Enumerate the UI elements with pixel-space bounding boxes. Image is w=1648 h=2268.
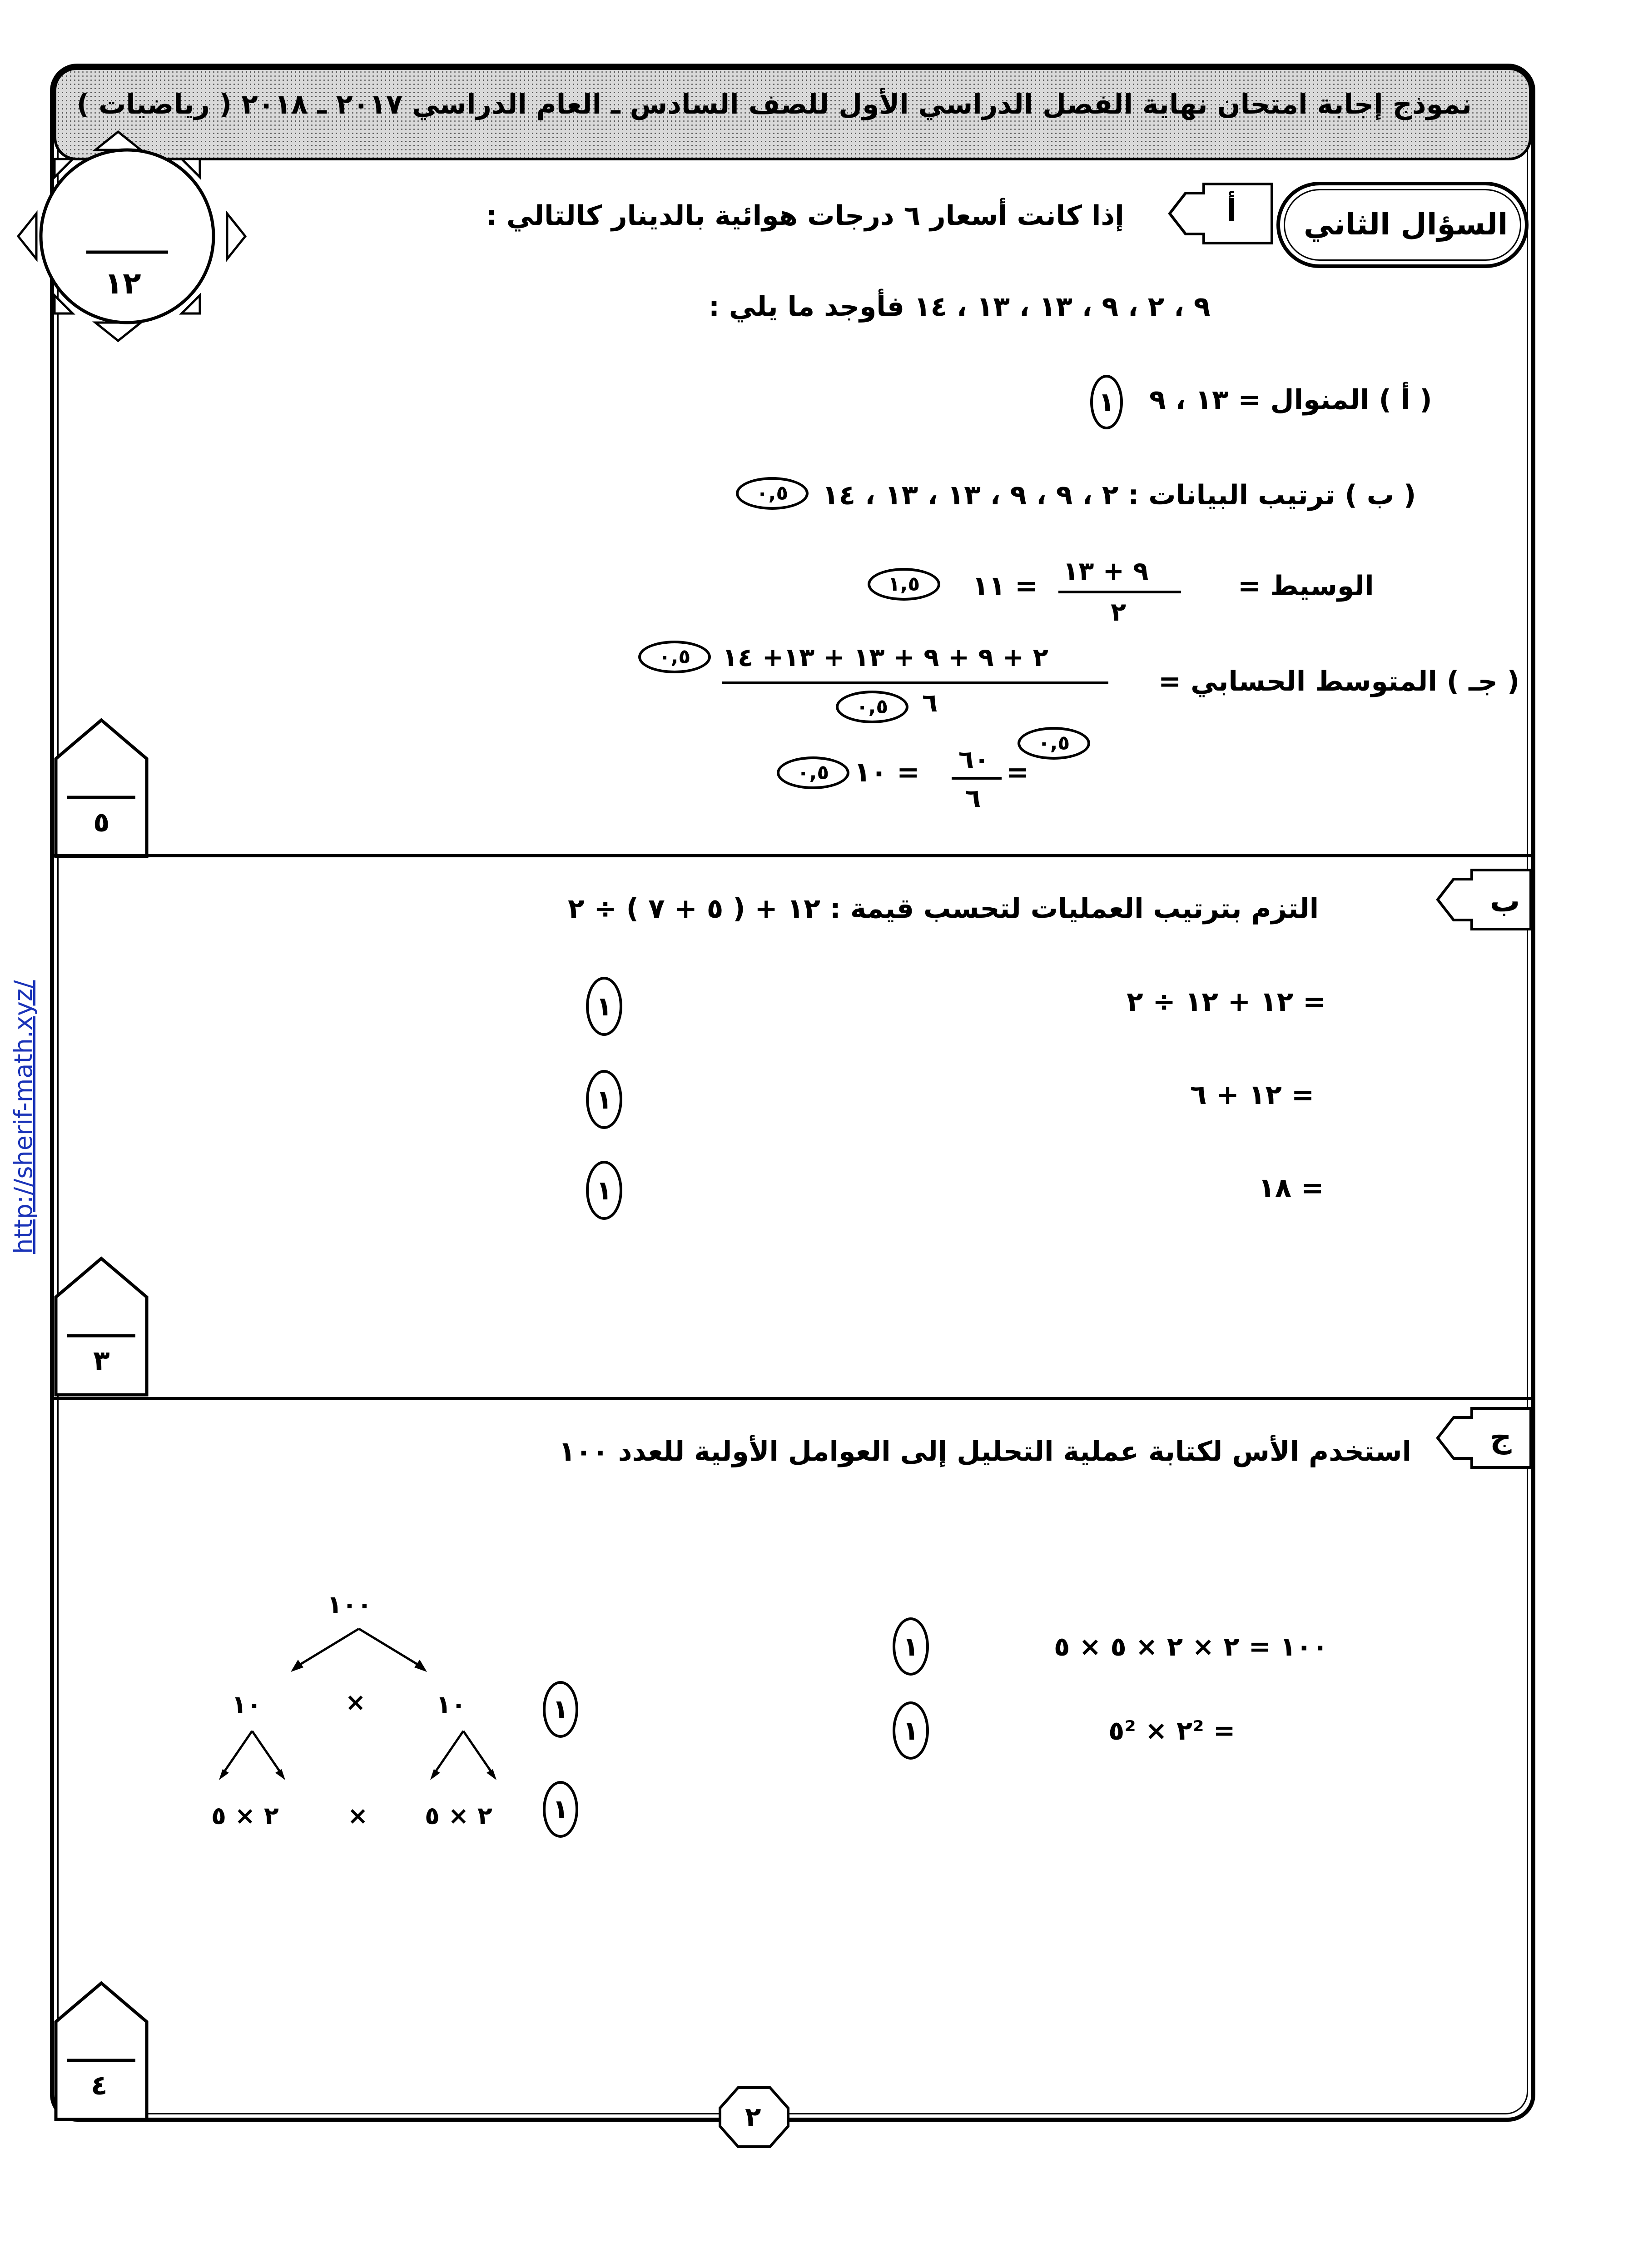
median-mark: ١,٥ bbox=[868, 568, 940, 601]
part-a-badge: أ bbox=[1226, 193, 1237, 228]
header-title: نموذج إجابة امتحان نهاية الفصل الدراسي الأول للصف السادس ـ العام الدراسي ٢٠١٧ ـ ٢٠١٨ ( رياضيات ) bbox=[76, 89, 1472, 120]
divider-a-b bbox=[54, 854, 1532, 857]
part-b-score: ٣ bbox=[93, 1345, 110, 1377]
part-b-step-2: = ١٢ + ٦ bbox=[1190, 1079, 1315, 1111]
mean-fraction-bar bbox=[722, 681, 1108, 684]
mean2-fraction-bar bbox=[952, 777, 1002, 780]
mean2-mark: ٠,٥ bbox=[1018, 727, 1090, 760]
tree-left: ١٠ bbox=[232, 1690, 262, 1719]
tree-left-arrows bbox=[209, 1726, 295, 1786]
part-a-prompt: إذا كانت أسعار ٦ درجات هوائية بالدينار كالتالي : bbox=[486, 200, 1124, 232]
part-b-step-3: = ١٨ bbox=[1258, 1172, 1324, 1204]
part-a-badge-shape bbox=[1167, 179, 1276, 248]
total-mark-badge bbox=[14, 123, 250, 350]
mean2-equals: = bbox=[1006, 756, 1029, 788]
mean-result-mark: ٠,٥ bbox=[777, 756, 849, 789]
mode-line: ( أ ) المنوال = ١٣ ، ٩ bbox=[1149, 384, 1432, 416]
tree-root: ١٠٠ bbox=[327, 1590, 372, 1619]
factor-mark-2: ١ bbox=[893, 1701, 929, 1760]
part-c-prompt: استخدم الأس لكتابة عملية التحليل إلى العوامل الأولية للعدد ١٠٠ bbox=[559, 1436, 1412, 1467]
part-b-badge: ب bbox=[1490, 884, 1520, 919]
side-url-link[interactable]: http://sherif-math.xyz/ bbox=[9, 980, 38, 1254]
median-denominator: ٢ bbox=[1111, 597, 1127, 627]
total-mark: ١٢ bbox=[104, 266, 141, 301]
part-a-data: ٩ ، ٢ ، ٩ ، ١٣ ، ١٣ ، ١٤ فأوجد ما يلي : bbox=[709, 291, 1211, 323]
order-line: ( ب ) ترتيب البيانات : ٢ ، ٩ ، ٩ ، ١٣ ، ١٣ ، ١٤ bbox=[822, 479, 1416, 511]
part-b-step-1: = ١٢ + ١٢ ÷ ٢ bbox=[1127, 986, 1326, 1018]
mean-denominator: ٦ bbox=[922, 688, 938, 718]
order-mark: ٠,٥ bbox=[736, 477, 809, 510]
part-b-mark-3: ١ bbox=[586, 1161, 622, 1220]
median-result: = ١١ bbox=[972, 570, 1038, 602]
part-c-score: ٤ bbox=[91, 2069, 108, 2101]
page-number: ٢ bbox=[745, 2101, 761, 2132]
mean2-denominator: ٦ bbox=[965, 784, 981, 813]
tree-mark-1: ١ bbox=[543, 1681, 578, 1738]
tree-times: × bbox=[345, 1688, 366, 1716]
tree-root-arrows bbox=[282, 1624, 436, 1679]
mean-label: ( جـ ) المتوسط الحسابي = bbox=[1158, 666, 1520, 697]
part-c-badge-shape bbox=[1435, 1404, 1533, 1472]
divider-b-c bbox=[54, 1397, 1532, 1400]
tree-right-arrows bbox=[420, 1726, 506, 1786]
tree-leaf-right: ٢ × ٥ bbox=[425, 1801, 492, 1830]
tree-leaf-times: × bbox=[347, 1801, 368, 1830]
factor-line-2: = ٢² × ٥² bbox=[1108, 1715, 1236, 1746]
median-fraction-bar bbox=[1058, 591, 1181, 593]
part-b-prompt: التزم بترتيب العمليات لتحسب قيمة : ١٢ + ( ٥ + ٧ ) ÷ ٢ bbox=[568, 893, 1319, 925]
part-a-score: ٥ bbox=[93, 806, 110, 838]
part-c-badge: ج bbox=[1490, 1420, 1512, 1455]
factor-line-1: ١٠٠ = ٢ × ٢ × ٥ × ٥ bbox=[1054, 1631, 1328, 1662]
tree-right: ١٠ bbox=[436, 1690, 466, 1719]
mean-numerator: ٢ + ٩ + ٩ + ١٣ + ١٣+ ١٤ bbox=[722, 643, 1048, 672]
tree-mark-2: ١ bbox=[543, 1781, 578, 1838]
part-b-mark-2: ١ bbox=[586, 1070, 622, 1129]
mode-mark: ١ bbox=[1090, 375, 1123, 429]
part-b-mark-1: ١ bbox=[586, 977, 622, 1036]
mean-result: = ١٠ bbox=[854, 756, 920, 788]
median-numerator: ٩ + ١٣ bbox=[1063, 557, 1149, 586]
mean2-numerator: ٦٠ bbox=[958, 745, 990, 775]
question-label: السؤال الثاني bbox=[1304, 207, 1508, 242]
mean-numerator-mark: ٠,٥ bbox=[638, 641, 711, 673]
median-label: الوسيط = bbox=[1238, 570, 1374, 602]
mean-denominator-mark: ٠,٥ bbox=[836, 691, 908, 723]
tree-leaf-left: ٢ × ٥ bbox=[211, 1801, 279, 1830]
factor-mark-1: ١ bbox=[893, 1617, 929, 1676]
